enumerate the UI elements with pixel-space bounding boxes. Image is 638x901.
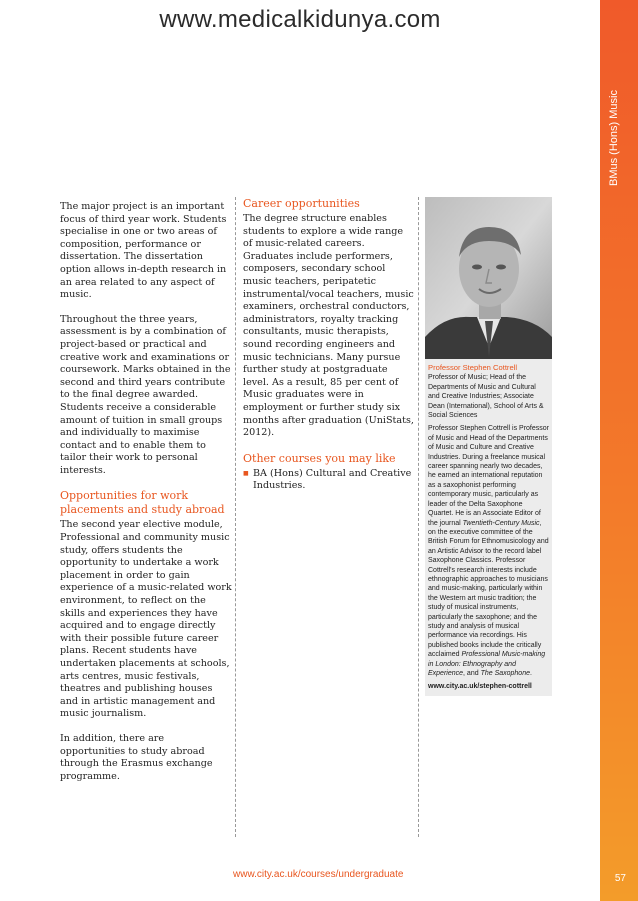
- profile-role: Professor of Music; Head of the Departments of Music and Cultural and Creative Industries; Associate Dean (International), School of Arts & Social Sciences: [428, 374, 544, 420]
- left-paragraph-2: Throughout the three years, assessment is by a combination of project-based or practical and creative work and examinations or coursework. Marks obtained in the second and third years contribute to the final degree awarded. Students receive a considerable amount of tuition in small groups and individually to maximise contact and to enable them to tailor their work to personal interests.: [60, 313, 231, 476]
- bio-text-1: Professor Stephen Cottrell is Professor of Music and Head of the Departments of Music and Culture and Creative Industries. During a freelance musical career spanning nearly two decades, he earned an international reputation as a saxophonist performing contemporary music, particularly as leader of the Delta Saxophone Quartet. He is an Associate Editor of the journal: [428, 425, 549, 527]
- section-label: BMus (Hons) Music: [608, 90, 620, 186]
- book-title-2: The Saxophone: [480, 670, 530, 677]
- watermark: www.medicalkidunya.com: [159, 6, 441, 33]
- course-link[interactable]: BA (Hons) Cultural and Creative Industries.: [253, 467, 412, 492]
- profile-bio: [428, 424, 549, 678]
- left-paragraph-3: The second year elective module, Professional and community music study, offers students the opportunity to undertake a work placement in order to gain experience of a music-related work environment, to reflect on the skills and experiences they have acquired and to engage directly with their possible future career plans. Recent students have undertaken placements at schools, arts centres, music festivals, theatres and publishing houses and in artistic management and music journalism.: [60, 519, 232, 720]
- left-paragraph-4: In addition, there are opportunities to study abroad through the Erasmus exchange programme.: [60, 732, 213, 782]
- section-side-bar: [600, 0, 638, 901]
- course-list-item: [243, 468, 415, 493]
- bullet-square-icon: ■: [243, 469, 249, 477]
- other-courses-heading: Other courses you may like: [243, 451, 396, 465]
- book-title-1: Professional Music-making in London: Ethnography and Experience: [428, 651, 546, 677]
- left-column: [60, 201, 232, 795]
- career-heading: Career opportunities: [243, 197, 360, 210]
- journal-title: Twentieth-Century Music: [462, 519, 540, 527]
- profile-caption: [425, 359, 552, 696]
- bio-and: , and: [463, 670, 479, 677]
- profile-link[interactable]: www.city.ac.uk/stephen-cottrell: [428, 683, 532, 691]
- bio-text-2: , on the executive committee of the British Forum for Ethnomusicology and an Artistic Advisor to the record label Saxophone Classics. Professor Cottrell's research interests include ethnographic approaches to musicians and music-making, particularly within the Western art music tradition; the study of musical instruments, particularly the saxophone; and the study and analysis of musical performance via recordings. His published books include the critically acclaimed: [428, 519, 549, 659]
- bio-period: .: [530, 670, 532, 677]
- page-number: 57: [614, 873, 626, 884]
- profile-name: Professor Stephen Cottrell: [428, 363, 518, 372]
- opportunities-heading: Opportunities for work placements and study abroad: [60, 489, 225, 517]
- column-divider-left: [235, 197, 236, 837]
- footer-url[interactable]: www.city.ac.uk/courses/undergraduate: [233, 869, 404, 880]
- column-divider-right: [418, 197, 419, 837]
- profile-column: [425, 197, 552, 696]
- left-paragraph-1: The major project is an important focus of third year work. Students specialise in one or two areas of composition, performance or dissertation. The dissertation option allows in-depth research in an area related to any aspect of music.: [60, 201, 227, 301]
- portrait-photo: [425, 197, 552, 359]
- career-paragraph: The degree structure enables students to explore a wide range of music-related careers. Graduates include performers, composers, secondary school music teachers, peripatetic instrumental/vocal teachers, music examiners, orchestral conductors, administrators, royalty tracking consultants, music therapists, sound recording engineers and music technicians. Many pursue further study at postgraduate level. As a result, 85 per cent of Music graduates were in employment or further study six months after graduation (UniStats, 2012).: [243, 213, 414, 439]
- middle-column: [243, 197, 415, 493]
